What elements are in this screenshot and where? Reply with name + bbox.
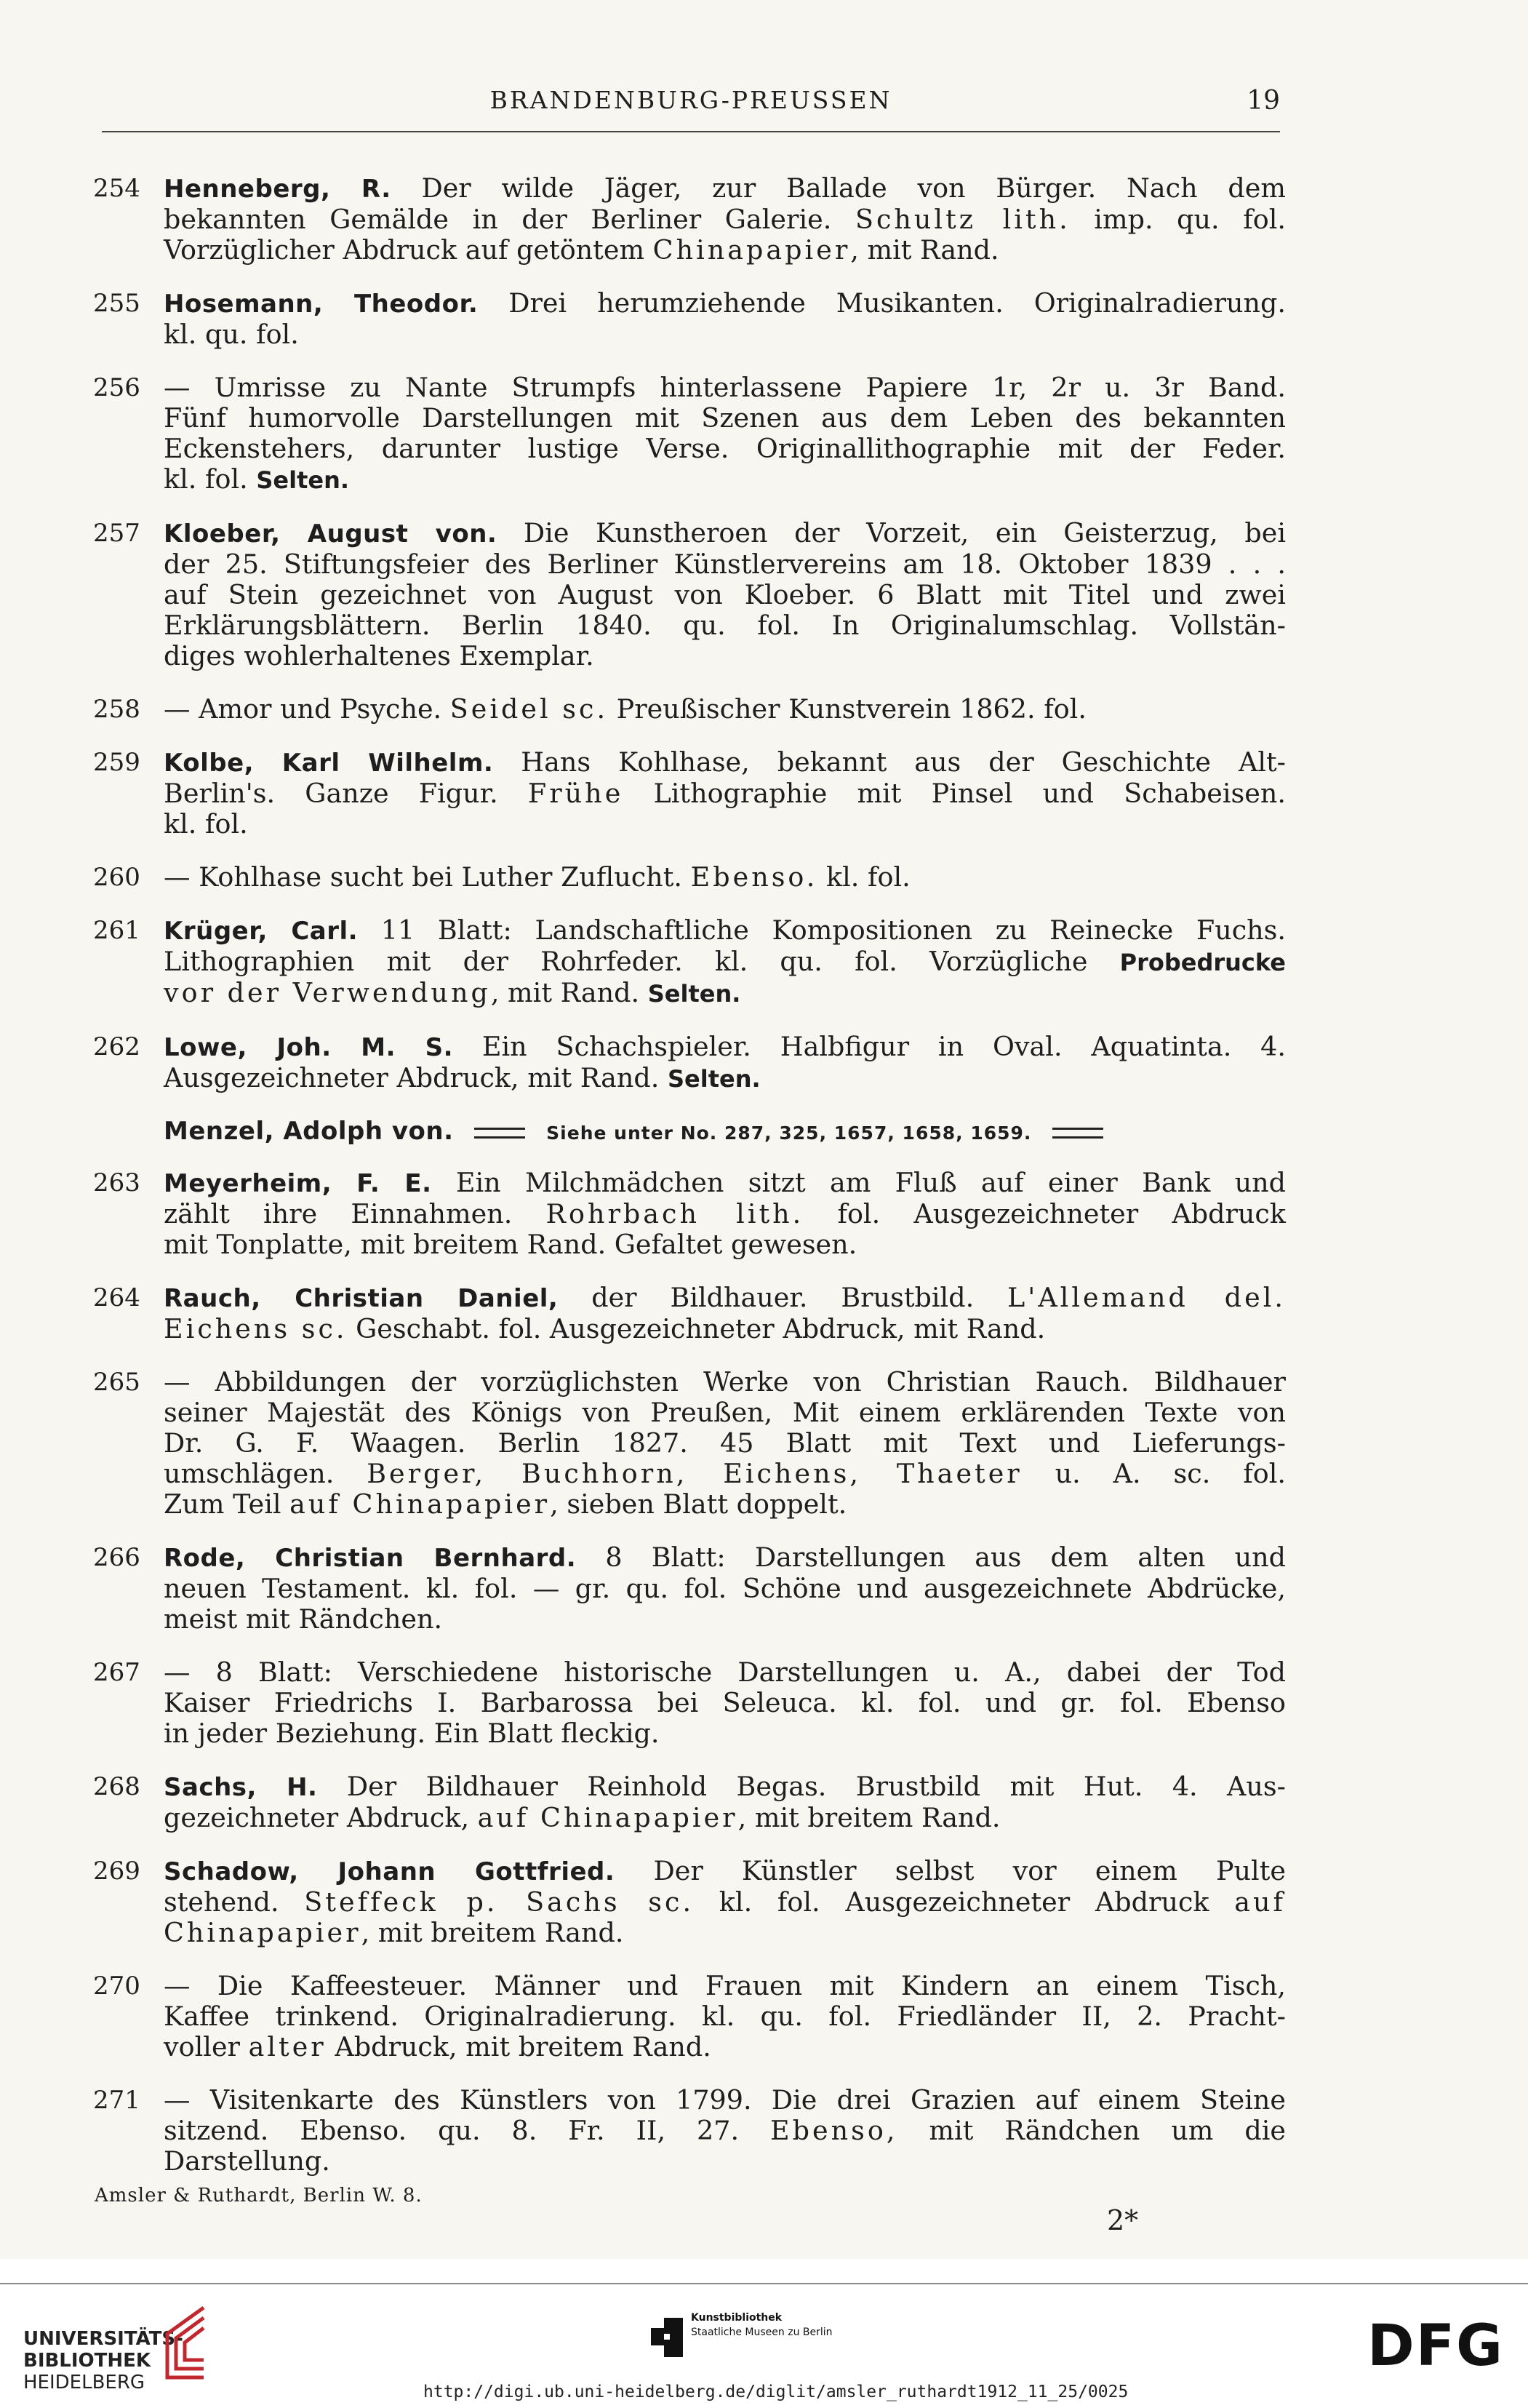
entry-text: , sieben Blatt doppelt. xyxy=(550,1488,847,1520)
printer-imprint: Amsler & Ruthardt, Berlin W. 8. xyxy=(95,2185,423,2206)
dfg-logo[interactable]: DFG xyxy=(1367,2313,1505,2379)
entry-line xyxy=(164,372,1286,403)
entry-text: diges wohlerhaltenes Exemplar. xyxy=(164,640,594,671)
catalog-entry xyxy=(93,1856,1286,1948)
entry-text: gezeichneter Abdruck, xyxy=(164,1802,478,1833)
entry-text: auf Stein gezeichnet von August von Kloeber. 6 Blatt mit Titel und zwei xyxy=(164,579,1286,610)
entry-text: , mit breitem Rand. xyxy=(361,1917,624,1948)
entry-text: der 25. Stiftungsfeier des Berliner Künstlervereins am 18. Oktober 1839 . . . xyxy=(164,549,1286,580)
entry-line xyxy=(164,1718,1286,1749)
entry-text: , mit Rand. xyxy=(490,977,648,1008)
entry-line xyxy=(164,403,1286,434)
entry-number: 260 xyxy=(93,863,140,892)
catalog-entry xyxy=(93,694,1286,725)
entry-line xyxy=(164,1971,1286,2001)
ub-city: HEIDELBERG xyxy=(23,2372,145,2393)
entry-text: umschlägen. xyxy=(164,1458,367,1489)
entry-line xyxy=(164,1229,1286,1260)
entry-text: Fünf humorvolle Darstellungen mit Szenen aus dem Leben des bekannten xyxy=(164,402,1286,434)
entry-text: — Visitenkarte des Künstlers von 1799. Die drei Grazien auf einem Steine xyxy=(164,2084,1286,2116)
footer-rule xyxy=(0,2283,1528,2284)
entry-line xyxy=(164,464,1286,495)
entry-text: Zum Teil xyxy=(164,1488,290,1520)
catalog-entry xyxy=(93,915,1286,1009)
entry-text: Eckenstehers, darunter lustige Verse. Originallithographie mit der Feder. xyxy=(164,433,1286,464)
entry-text: kl. qu. fol. xyxy=(164,319,299,350)
entry-headword: Rode, Christian Bernhard. xyxy=(164,1544,577,1573)
entry-line xyxy=(164,641,1286,671)
spaced-text: Frühe xyxy=(527,778,624,809)
entry-line xyxy=(164,1199,1286,1229)
entry-number: 259 xyxy=(93,748,140,777)
kb-sub: Staatliche Museen zu Berlin xyxy=(691,2327,833,2338)
catalog-entry xyxy=(93,1168,1286,1260)
entry-line xyxy=(164,747,1286,778)
entry-line xyxy=(164,2116,1286,2146)
catalog-entries xyxy=(93,173,1286,2199)
entry-line xyxy=(164,235,1286,266)
kunstbibliothek-label[interactable] xyxy=(691,2311,833,2340)
entry-text: — Abbildungen der vorzüglichsten Werke von Christian Rauch. Bildhauer xyxy=(164,1366,1286,1398)
entry-text: Dr. G. F. Waagen. Berlin 1827. 45 Blatt mit Text und Lieferungs- xyxy=(164,1427,1286,1459)
catalog-entry xyxy=(93,288,1286,350)
entry-line xyxy=(164,1542,1286,1574)
catalog-entry xyxy=(93,1542,1286,1635)
entry-line xyxy=(164,610,1286,641)
spaced-text: auf Chinapapier xyxy=(289,1488,551,1520)
catalog-entry xyxy=(93,862,1286,893)
entry-text: Drei herumziehende Musikanten. Originalradierung. xyxy=(478,287,1286,319)
bold-note: Selten. xyxy=(256,466,350,494)
catalog-entry xyxy=(93,1657,1286,1749)
entry-number: 267 xyxy=(93,1658,140,1687)
entry-text: mit Rändchen um die xyxy=(897,2115,1286,2146)
entry-number: 268 xyxy=(93,1772,140,1801)
catalog-entry xyxy=(93,518,1286,671)
entry-group-2 xyxy=(93,1168,1286,2177)
entry-headword: Henneberg, R. xyxy=(164,175,391,204)
entry-number: 262 xyxy=(93,1032,140,1061)
entry-headword: Hosemann, Theodor. xyxy=(164,290,479,319)
entry-line xyxy=(164,1314,1286,1344)
entry-line xyxy=(164,1688,1286,1718)
header-title: BRANDENBURG-PREUSSEN xyxy=(489,86,892,114)
entry-text: voller xyxy=(164,2031,249,2062)
entry-line xyxy=(164,1918,1286,1948)
entry-line xyxy=(164,434,1286,464)
entry-text: 11 Blatt: Landschaftliche Kompositionen zu Reinecke Fuchs. xyxy=(358,914,1286,946)
entry-line xyxy=(164,1063,1286,1094)
running-header xyxy=(102,86,1280,118)
entry-text: der Bildhauer. Brustbild. xyxy=(558,1282,1008,1313)
entry-text: in jeder Beziehung. Ein Blatt fleckig. xyxy=(164,1718,660,1749)
entry-number: 266 xyxy=(93,1543,140,1572)
entry-headword: Lowe, Joh. M. S. xyxy=(164,1033,453,1062)
entry-line xyxy=(164,862,1286,893)
entry-line xyxy=(164,204,1286,235)
entry-line xyxy=(164,915,1286,946)
entry-headword: Schadow, Johann Gottfried. xyxy=(164,1857,615,1886)
entry-line xyxy=(164,1459,1286,1489)
kunstbibliothek-logo-icon xyxy=(651,2318,683,2357)
entry-number: 264 xyxy=(93,1283,140,1312)
entry-text: Hans Kohlhase, bekannt aus der Geschichte Alt- xyxy=(493,746,1286,778)
entry-number: 258 xyxy=(93,695,140,724)
entry-headword: Kloeber, August von. xyxy=(164,519,497,549)
entry-text: imp. qu. fol. xyxy=(1070,204,1287,235)
bold-note: Selten. xyxy=(667,1065,761,1093)
entry-headword: Meyerheim, F. E. xyxy=(164,1169,432,1198)
entry-line xyxy=(164,319,1286,350)
entry-text: sitzend. Ebenso. qu. 8. Fr. II, 27. xyxy=(164,2115,771,2146)
entry-line xyxy=(164,1367,1286,1398)
entry-line xyxy=(164,173,1286,204)
permalink-url[interactable]: http://digi.ub.uni-heidelberg.de/diglit/amsler_ruthardt1912_11_25/0025 xyxy=(423,2383,1129,2401)
entry-number: 265 xyxy=(93,1368,140,1397)
spaced-text: Chinapapier xyxy=(164,1917,361,1948)
entry-text: zählt ihre Einnahmen. xyxy=(164,1198,546,1229)
catalog-entry xyxy=(93,1032,1286,1094)
entry-line xyxy=(164,1856,1286,1887)
entry-line xyxy=(164,809,1286,840)
entry-group-1 xyxy=(93,173,1286,1094)
entry-number: 255 xyxy=(93,289,140,318)
entry-text: Abdruck, mit breitem Rand. xyxy=(326,2031,711,2062)
entry-text: Der Bildhauer Reinhold Begas. Brustbild mit Hut. 4. Aus- xyxy=(317,1771,1286,1802)
entry-line xyxy=(164,1574,1286,1604)
signature-mark: 2* xyxy=(1107,2204,1139,2236)
entry-text: mit Tonplatte, mit breitem Rand. Gefaltet gewesen. xyxy=(164,1229,857,1260)
entry-line xyxy=(164,2032,1286,2062)
cross-reference xyxy=(93,1117,1286,1146)
spaced-text: Schultz lith. xyxy=(855,204,1071,235)
entry-line xyxy=(164,1032,1286,1063)
entry-line xyxy=(164,549,1286,580)
entry-number: 269 xyxy=(93,1857,140,1886)
entry-number: 256 xyxy=(93,373,140,402)
entry-text: Ein Milchmädchen sitzt am Fluß auf einer Bank und xyxy=(431,1167,1286,1198)
double-rule-right xyxy=(1052,1128,1103,1139)
entry-line xyxy=(164,518,1286,549)
spaced-text: auf Chinapapier xyxy=(477,1802,738,1833)
entry-line xyxy=(164,1398,1286,1428)
entry-number: 254 xyxy=(93,174,140,203)
xref-name: Menzel, Adolph von. xyxy=(164,1117,454,1146)
entry-text: , mit breitem Rand. xyxy=(737,1802,1001,1833)
entry-text: Ausgezeichneter Abdruck, mit Rand. xyxy=(164,1062,668,1093)
entry-line xyxy=(164,1803,1286,1833)
entry-number: 271 xyxy=(93,2086,140,2115)
ub-logo-icon xyxy=(160,2305,211,2385)
entry-number: 261 xyxy=(93,916,140,945)
entry-line xyxy=(164,288,1286,319)
entry-text: Lithographie mit Pinsel und Schabeisen. xyxy=(623,778,1287,809)
spaced-text: Ebenso. xyxy=(690,861,818,893)
bold-note: Probedrucke xyxy=(1119,949,1286,976)
entry-line xyxy=(164,946,1286,978)
entry-line xyxy=(164,1489,1286,1520)
spaced-text: Ebenso, xyxy=(770,2115,898,2146)
entry-line xyxy=(164,978,1286,1009)
entry-line xyxy=(164,580,1286,610)
entry-number: 263 xyxy=(93,1168,140,1197)
entry-text: Vorzüglicher Abdruck auf getöntem xyxy=(164,234,653,266)
entry-text: Die Kunstheroen der Vorzeit, ein Geisterzug, bei xyxy=(497,517,1286,549)
entry-text: Ein Schachspieler. Halbfigur in Oval. Aquatinta. 4. xyxy=(453,1031,1286,1062)
spaced-text: vor der Verwendung xyxy=(164,977,491,1008)
entry-text: Der wilde Jäger, zur Ballade von Bürger. Nach dem xyxy=(391,172,1286,204)
catalog-entry xyxy=(93,372,1286,495)
entry-text: u. A. sc. fol. xyxy=(1022,1458,1286,1489)
entry-line xyxy=(164,2001,1286,2032)
entry-line xyxy=(164,2146,1286,2177)
entry-text: — Umrisse zu Nante Strumpfs hinterlassene Papiere 1r, 2r u. 3r Band. xyxy=(164,372,1286,403)
entry-headword: Sachs, H. xyxy=(164,1773,318,1802)
spaced-text: Steffeck p. Sachs sc. xyxy=(304,1886,695,1918)
entry-text: kl. fol. xyxy=(817,861,911,893)
entry-text: stehend. xyxy=(164,1886,305,1918)
entry-text: kl. fol. xyxy=(164,463,257,495)
entry-text: Erklärungsblättern. Berlin 1840. qu. fol. In Originalumschlag. Vollstän- xyxy=(164,610,1286,641)
entry-number: 257 xyxy=(93,519,140,548)
entry-line xyxy=(164,1168,1286,1199)
header-rule xyxy=(102,131,1280,132)
catalog-entry xyxy=(93,1283,1286,1344)
entry-text: Der Künstler selbst vor einem Pulte xyxy=(615,1855,1286,1886)
entry-text: fol. Ausgezeichneter Abdruck xyxy=(804,1198,1286,1229)
catalog-entry xyxy=(93,747,1286,840)
entry-text: meist mit Rändchen. xyxy=(164,1603,443,1635)
spaced-text: Chinapapier xyxy=(652,234,851,266)
catalog-entry xyxy=(93,1367,1286,1520)
xref-text: Siehe unter No. 287, 325, 1657, 1658, 1659. xyxy=(546,1123,1032,1144)
entry-line xyxy=(164,1771,1286,1803)
entry-text: — Amor und Psyche. xyxy=(164,693,450,725)
entry-text: Kaiser Friedrichs I. Barbarossa bei Seleuca. kl. fol. und gr. fol. Ebenso xyxy=(164,1687,1286,1718)
spaced-text: L'Allemand del. xyxy=(1007,1282,1286,1313)
entry-number: 270 xyxy=(93,1972,140,2001)
entry-line xyxy=(164,778,1286,809)
entry-text: bekannten Gemälde in der Berliner Galerie. xyxy=(164,204,855,235)
entry-text: Preußischer Kunstverein 1862. fol. xyxy=(608,693,1087,725)
double-rule-left xyxy=(474,1128,525,1139)
spaced-text: auf xyxy=(1234,1886,1286,1918)
entry-line xyxy=(164,1657,1286,1688)
entry-text: kl. fol. xyxy=(164,808,248,840)
entry-headword: Rauch, Christian Daniel, xyxy=(164,1284,559,1313)
spaced-text: Seidel sc. xyxy=(449,693,609,725)
entry-headword: Kolbe, Karl Wilhelm. xyxy=(164,749,494,778)
entry-text: — Kohlhase sucht bei Luther Zuflucht. xyxy=(164,861,691,893)
entry-text: — 8 Blatt: Verschiedene historische Darstellungen u. A., dabei der Tod xyxy=(164,1657,1286,1688)
entry-line xyxy=(164,2085,1286,2116)
entry-line xyxy=(164,1604,1286,1635)
catalog-entry xyxy=(93,1971,1286,2062)
spaced-text: Rohrbach lith. xyxy=(545,1198,804,1229)
entry-text: kl. fol. Ausgezeichneter Abdruck xyxy=(694,1886,1235,1918)
entry-text: Berlin's. Ganze Figur. xyxy=(164,778,528,809)
entry-text: Darstellung. xyxy=(164,2145,330,2177)
entry-line xyxy=(164,1887,1286,1918)
entry-text: , mit Rand. xyxy=(850,234,999,266)
spaced-text: Eichens sc. xyxy=(164,1313,348,1344)
catalog-entry xyxy=(93,173,1286,266)
catalog-entry xyxy=(93,2085,1286,2177)
entry-text: neuen Testament. kl. fol. — gr. qu. fol. Schöne und ausgezeichnete Abdrücke, xyxy=(164,1573,1286,1604)
kb-name: Kunstbibliothek xyxy=(691,2312,783,2324)
entry-line xyxy=(164,1428,1286,1459)
entry-text: seiner Majestät des Königs von Preußen, Mit einem erklärenden Texte von xyxy=(164,1397,1286,1428)
bold-note: Selten. xyxy=(647,980,741,1008)
ub-line2: BIBLIOTHEK xyxy=(23,2350,151,2372)
spaced-text: Berger, Buchhorn, Eichens, Thaeter xyxy=(367,1458,1023,1489)
entry-headword: Krüger, Carl. xyxy=(164,917,359,946)
entry-text: Kaffee trinkend. Originalradierung. kl. qu. fol. Friedländer II, 2. Pracht- xyxy=(164,2001,1286,2032)
spaced-text: alter xyxy=(248,2031,327,2062)
catalog-entry xyxy=(93,1771,1286,1833)
entry-text: Lithographien mit der Rohrfeder. kl. qu. fol. Vorzügliche xyxy=(164,946,1120,977)
entry-line xyxy=(164,694,1286,725)
page-number: 19 xyxy=(1247,86,1280,116)
ub-line1: UNIVERSITÄTS- xyxy=(23,2328,183,2350)
entry-text: — Die Kaffeesteuer. Männer und Frauen mit Kindern an einem Tisch, xyxy=(164,1970,1286,2001)
entry-text: Geschabt. fol. Ausgezeichneter Abdruck, mit Rand. xyxy=(347,1313,1046,1344)
ub-heidelberg-logo-text[interactable] xyxy=(23,2328,183,2393)
entry-line xyxy=(164,1283,1286,1314)
entry-text: 8 Blatt: Darstellungen aus dem alten und xyxy=(576,1542,1286,1573)
